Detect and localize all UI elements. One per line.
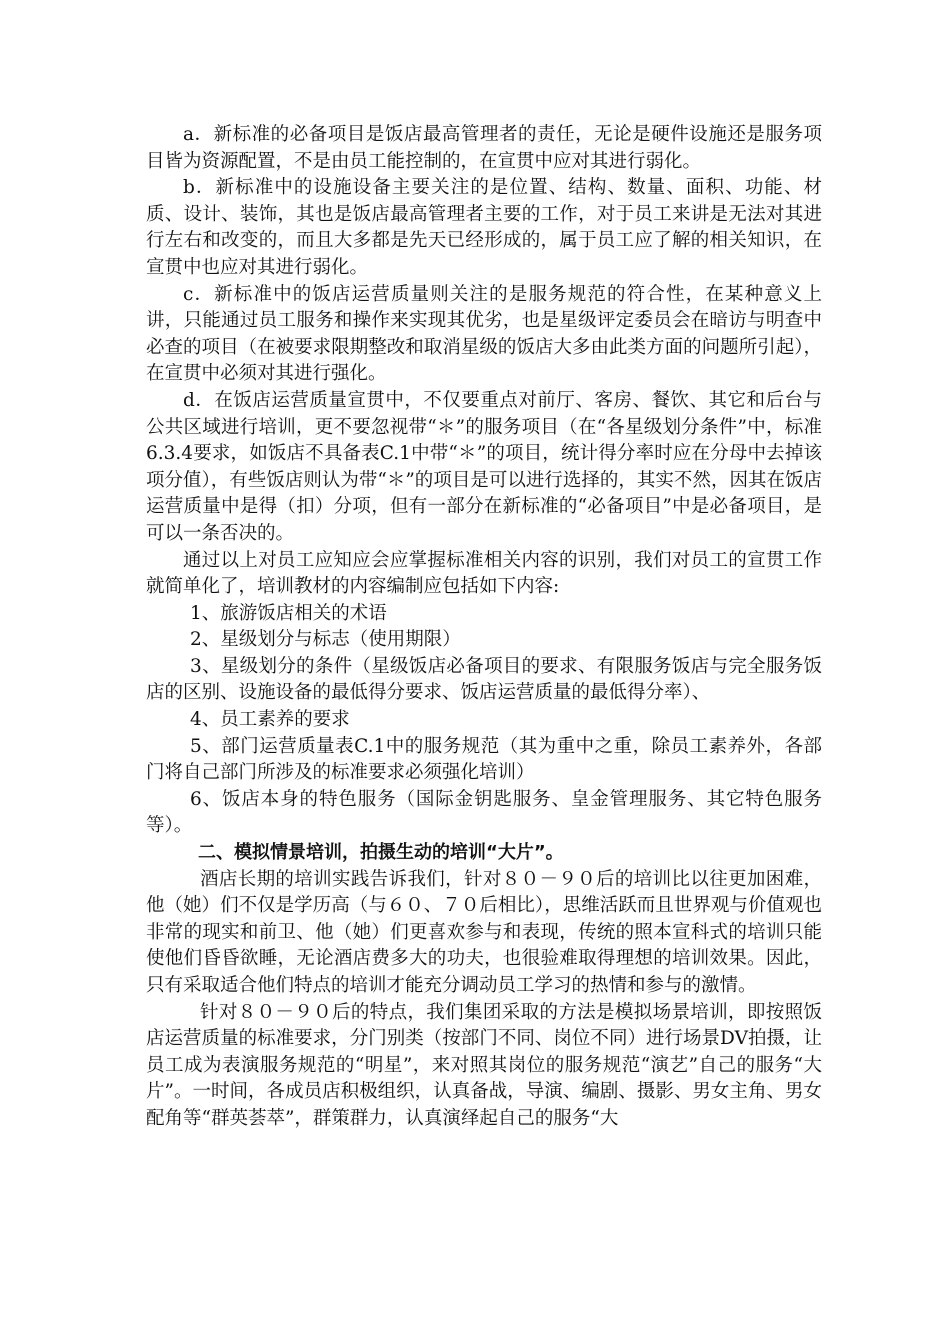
section-heading: 二、模拟情景培训，拍摄生动的培训“大片”。 xyxy=(198,842,564,864)
document-body xyxy=(146,122,822,1133)
section-paragraph: 酒店长期的培训实践告诉我们，针对８０－９０后的培训比以往更加困难，他（她）们不仅是学历高（与６０、７０后相比），思维活跃而且世界观与价值观也非常的现实和前卫、他（她）们更喜欢参与和表现，传统的照本宣科式的培训只能使他们昏昏欲睡，无论酒店费多大的功夫，也很验难取得理想的培训效果。因此，只有采取适合他们特点的培训才能充分调动员工学习的热情和参与的激情。 xyxy=(146,868,822,996)
list-item: 1、旅游饭店相关的术语 xyxy=(190,602,387,624)
paragraph-d: d．在饭店运营质量宣贯中，不仅要重点对前厅、客房、餐饮、其它和后台与公共区域进行培训，更不要忽视带“＊”的服务项目（在“各星级划分条件”中，标准6.3.4要求，如饭店不具备表C.1中带“＊”的项目，统计得分率时应在分母中去掉该项分值），有些饭店则认为带“＊”的项目是可以进行选择的，其实不然，因其在饭店运营质量中是得（扣）分项，但有一部分在新标准的“必备项目”中是必备项目，是可以一条否决的。 xyxy=(146,389,822,544)
paragraph-b: b．新标准中的设施设备主要关注的是位置、结构、数量、面积、功能、材质、设计、装饰，其也是饭店最高管理者主要的工作，对于员工来讲是无法对其进行左右和改变的，而且大多都是先天已经形成的，属于员工应了解的相关知识，在宣贯中也应对其进行弱化。 xyxy=(146,177,822,278)
list-item: 2、星级划分与标志（使用期限） xyxy=(190,629,461,651)
paragraph-a: a．新标准的必备项目是饭店最高管理者的责任，无论是硬件设施还是服务项目皆为资源配置，不是由员工能控制的，在宣贯中应对其进行弱化。 xyxy=(146,124,822,172)
list-item: 6、饭店本身的特色服务（国际金钥匙服务、皇金管理服务、其它特色服务等）。 xyxy=(146,788,822,837)
paragraph-summary: 通过以上对员工应知应会应掌握标准相关内容的识别，我们对员工的宣贯工作就简单化了，培训教材的内容编制应包括如下内容: xyxy=(146,549,822,598)
list-item: 5、部门运营质量表C.1中的服务规范（其为重中之重，除员工素养外，各部门将自己部门所涉及的标准要求必须强化培训） xyxy=(146,735,822,784)
paragraph-c: c．新标准中的饭店运营质量则关注的是服务规范的符合性，在某种意义上讲，只能通过员工服务和操作来实现其优劣，也是星级评定委员会在暗访与明查中必查的项目（在被要求限期整改和取消星级的饭店大多由此类方面的问题所引起），在宣贯中必须对其进行强化。 xyxy=(146,283,822,385)
section-paragraph: 针对８０－９０后的特点，我们集团采取的方法是模拟场景培训，即按照饭店运营质量的标准要求，分门别类（按部门不同、岗位不同）进行场景DV拍摄，让员工成为表演服务规范的“明星”，来对照其岗位的服务规范“演艺”自己的服务“大片”。一时间，各成员店积极组织，认真备战，导演、编剧、摄影、男女主角、男女配角等“群英荟萃”，群策群力，认真演绎起自己的服务“大 xyxy=(146,1001,822,1129)
list-item: 4、员工素养的要求 xyxy=(190,709,350,731)
list-item: 3、星级划分的条件（星级饭店必备项目的要求、有限服务饭店与完全服务饭店的区别、设施设备的最低得分要求、饭店运营质量的最低得分率）、 xyxy=(146,655,822,704)
